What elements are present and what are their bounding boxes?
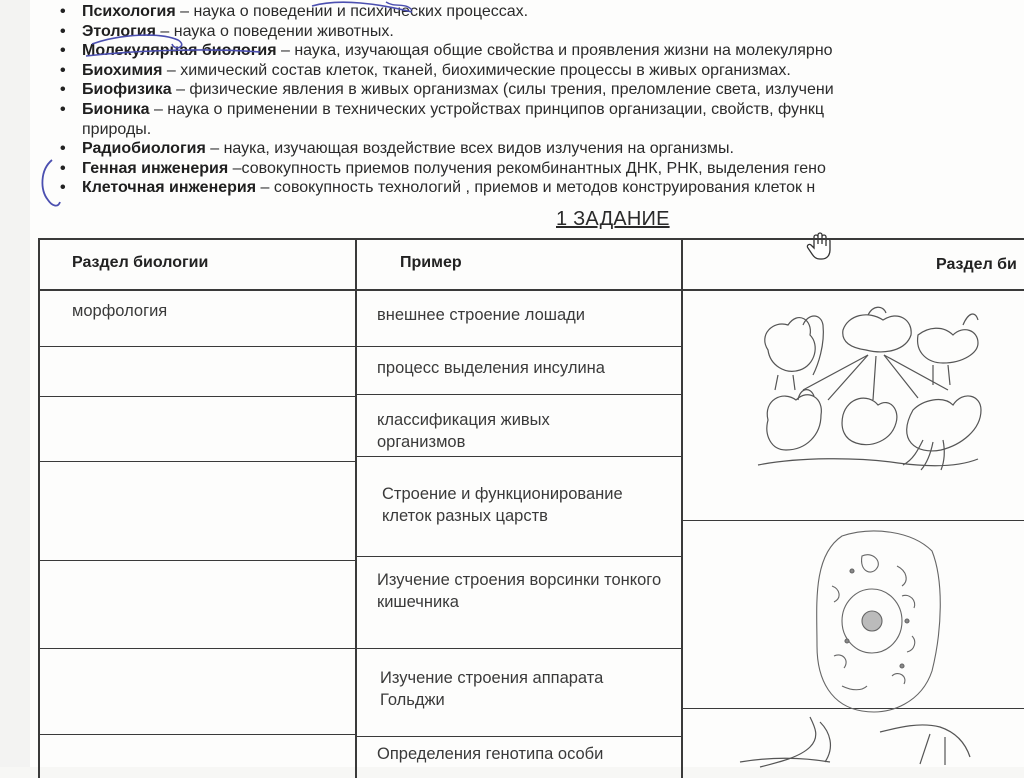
definition-item: • Клеточная инженерия – совокупность технологий , приемов и методов конструирования клеток н [58,178,1024,198]
table-cell-example: Строение и функционирование клеток разных царств [382,485,623,525]
pen-annotation [0,0,1024,230]
header-section: Раздел биологии [72,254,209,271]
definition-item: • Биохимия – химический состав клеток, тканей, биохимические процессы в живых организмах. [58,61,1024,81]
definition-item: • Психология – наука о поведении и психических процессах. [58,2,1024,22]
table-cell-example: внешнее строение лошади [377,306,586,324]
definition-item: • Молекулярная биология – наука, изучающая общие свойства и проявления жизни на молекулярно [58,41,1024,61]
table-cell-example: процесс выделения инсулина [377,359,605,377]
definition-continuation: природы. [82,120,152,138]
definition-item: • Генная инженерия –совокупность приемов получения рекомбинантных ДНК, РНК, выделения гено [58,159,1024,179]
task-title: 1 ЗАДАНИЕ [556,208,670,230]
table-cell-section: морфология [72,302,168,320]
header-section-2: Раздел би [936,256,1017,273]
definition-item: • Радиобиология – наука, изучающая воздействие всех видов излучения на организмы. [58,139,1024,159]
definition-item: • Этология – наука о поведении животных. [58,22,1024,42]
bird-skeleton-icon [730,712,990,770]
header-example: Пример [400,254,462,271]
table-cell-example: Изучение строения аппарата Гольджи [380,669,604,709]
table-cell-example: Изучение строения ворсинки тонкого кишечника [377,571,662,611]
chickens-breeds-icon [748,290,988,480]
table-cell-example: Определения генотипа особи [377,745,604,763]
definition-item: • Биофизика – физические явления в живых организмах (силы трения, преломление света, излучени [58,80,1024,100]
animal-cell-icon [812,526,942,716]
table-cell-example: классификация живых организмов [377,411,550,451]
definition-item: • Бионика – наука о применении в технических устройствах принципов организации, свойств, функц [58,100,1024,120]
